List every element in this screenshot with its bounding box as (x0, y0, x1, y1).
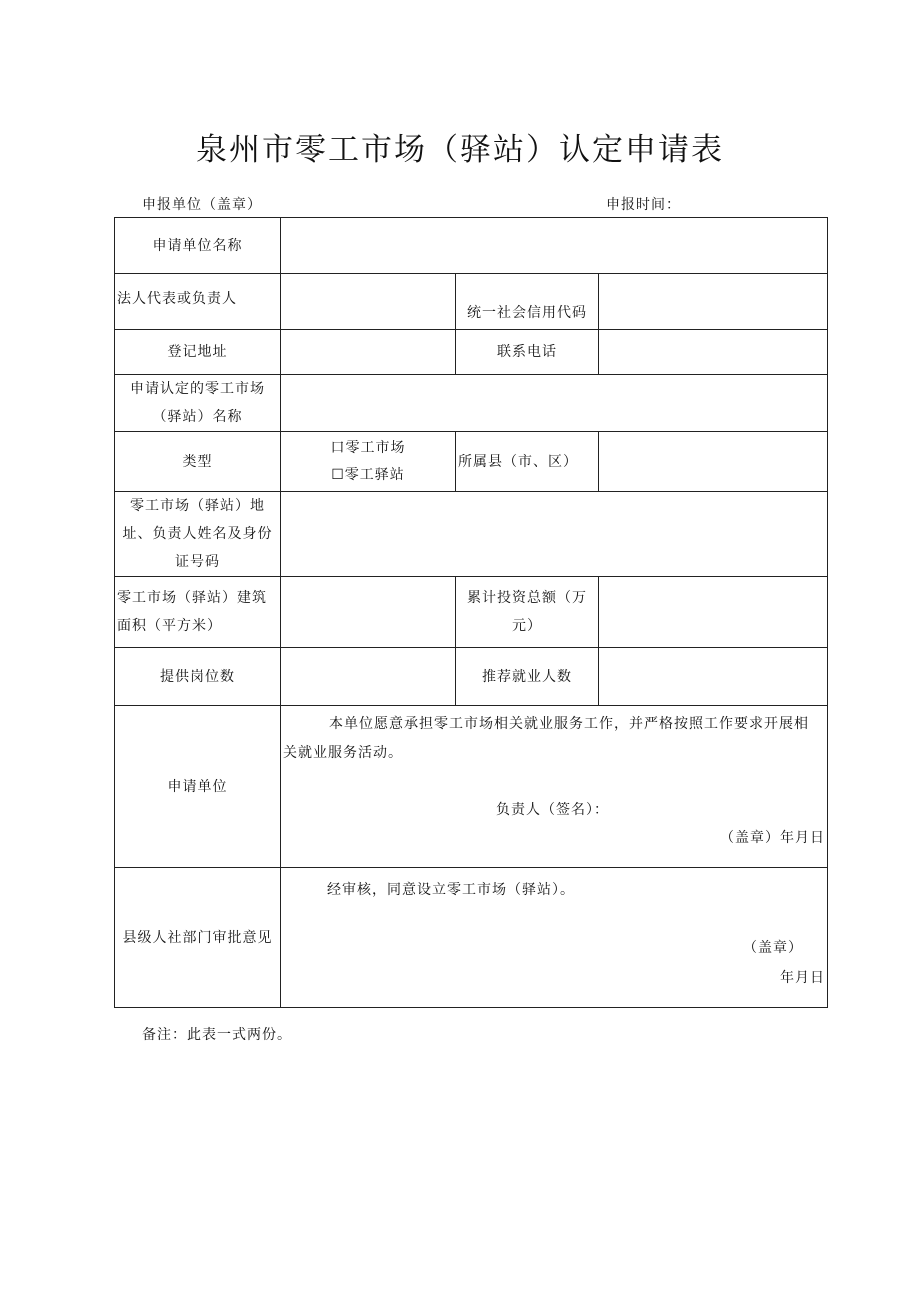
legal-rep-field[interactable] (281, 274, 456, 330)
area-label-line1: 零工市场（驿站）建筑 (117, 590, 267, 606)
market-name-label-line1: 申请认定的零工市场 (130, 381, 265, 397)
row-applicant-name (115, 218, 828, 274)
market-address-label-line3: 证号码 (175, 554, 220, 570)
application-form-table (114, 217, 828, 1008)
market-address-label-line1: 零工市场（驿站）地 (130, 498, 265, 514)
county-label: 所属县（市、区） (456, 432, 599, 492)
investment-label-line2: 元） (512, 618, 542, 634)
address-label: 登记地址 (115, 330, 281, 375)
type-label: 类型 (115, 432, 281, 492)
row-market-address (115, 492, 828, 577)
application-time-label: 申报时间： (606, 197, 681, 213)
applicant-unit-seal-label: 申报单位（盖章） (142, 197, 262, 213)
declaration-cell (281, 706, 828, 868)
row-type (115, 432, 828, 492)
approval-label: 县级人社部门审批意见 (115, 868, 281, 1008)
legal-rep-label: 法人代表或负责人 (115, 274, 281, 330)
credit-code-label: 统一社会信用代码 (456, 274, 599, 330)
declaration-text: 本单位愿意承担零工市场相关就业服务工作，并严格按照工作要求开展相关就业服务活动。 (283, 716, 809, 761)
row-area (115, 577, 828, 648)
row-applicant-declaration (115, 706, 828, 868)
phone-field[interactable] (599, 330, 828, 375)
approval-seal-label: （盖章） (743, 940, 804, 956)
row-legal-rep (115, 274, 828, 330)
area-label-line2: 面积（平方米） (117, 618, 222, 634)
address-field[interactable] (281, 330, 456, 375)
row-positions (115, 648, 828, 706)
row-address (115, 330, 828, 375)
phone-label: 联系电话 (456, 330, 599, 375)
recommended-field[interactable] (599, 648, 828, 706)
approval-text: 经审核，同意设立零工市场（驿站）。 (327, 882, 575, 898)
market-address-label-line2: 址、负责人姓名及身份 (122, 526, 273, 542)
seal-date-label: （盖章）年月日 (720, 830, 826, 846)
investment-label (456, 577, 599, 648)
recommended-label: 推荐就业人数 (456, 648, 599, 706)
investment-field[interactable] (599, 577, 828, 648)
row-market-name (115, 375, 828, 432)
type-option-station-checkbox[interactable]: ☐零工驿站 (331, 466, 405, 483)
approval-cell (281, 868, 828, 1008)
credit-code-field[interactable] (599, 274, 828, 330)
area-label (115, 577, 281, 648)
market-name-label (115, 375, 281, 432)
type-options (281, 432, 456, 492)
market-address-field[interactable] (281, 492, 828, 577)
market-name-label-line2: （驿站）名称 (152, 409, 243, 425)
positions-field[interactable] (281, 648, 456, 706)
type-option-market-checkbox[interactable]: 口零工市场 (330, 439, 406, 456)
investment-label-line1: 累计投资总额（万 (467, 590, 587, 606)
row-approval (115, 868, 828, 1008)
applicant-unit-label: 申请单位 (115, 706, 281, 868)
positions-label: 提供岗位数 (115, 648, 281, 706)
county-field[interactable] (599, 432, 828, 492)
market-address-label (115, 492, 281, 577)
applicant-name-field[interactable] (281, 218, 828, 274)
market-name-field[interactable] (281, 375, 828, 432)
signer-label: 负责人（签名）： (496, 802, 610, 818)
applicant-name-label: 申请单位名称 (115, 218, 281, 274)
approval-date-label: 年月日 (780, 970, 826, 986)
page-title: 泉州市零工市场（驿站）认定申请表 (196, 132, 724, 168)
footer-note: 备注：此表一式两份。 (142, 1027, 292, 1043)
area-field[interactable] (281, 577, 456, 648)
